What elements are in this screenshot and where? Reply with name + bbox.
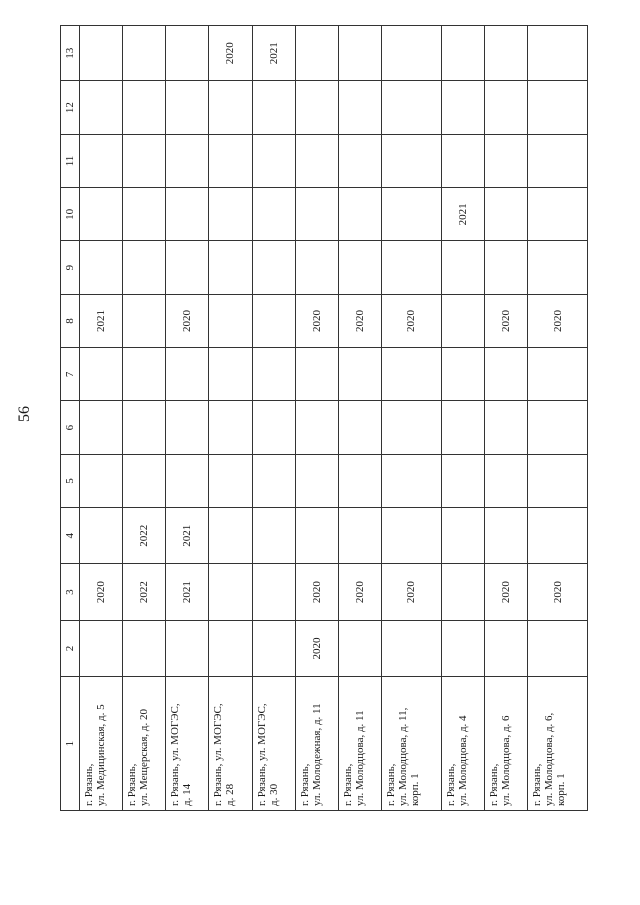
year-cell-col-4 — [295, 508, 338, 564]
year-cell-col-3: 2020 — [528, 564, 588, 620]
address-cell — [209, 677, 252, 811]
year-cell-col-12 — [338, 81, 381, 134]
year-cell-col-2 — [381, 620, 441, 676]
year-cell-col-11 — [295, 134, 338, 187]
address-line: корп. 1 — [408, 773, 421, 806]
year-cell-col-13 — [80, 26, 123, 82]
year-cell-col-5 — [123, 454, 166, 507]
year-cell-col-3: 2020 — [295, 564, 338, 620]
table-row — [80, 26, 123, 811]
column-header-4: 4 — [61, 508, 80, 564]
year-cell-col-13 — [338, 26, 381, 82]
column-header-5: 5 — [61, 454, 80, 507]
year-cell-col-8 — [123, 294, 166, 347]
address-line: ул. Молодцова, д. 6, — [543, 712, 556, 806]
year-cell-col-3: 2020 — [80, 564, 123, 620]
year-cell-col-6 — [80, 401, 123, 454]
year-cell-col-6 — [252, 401, 295, 454]
year-cell-col-4 — [381, 508, 441, 564]
year-cell-col-9 — [484, 241, 527, 294]
address-cell — [484, 677, 527, 811]
year-cell-col-11 — [441, 134, 484, 187]
year-cell-col-3: 2022 — [123, 564, 166, 620]
year-cell-col-7 — [166, 348, 209, 401]
table-row — [123, 26, 166, 811]
year-cell-col-13 — [528, 26, 588, 82]
year-cell-col-9 — [381, 241, 441, 294]
year-cell-col-4 — [484, 508, 527, 564]
address-line: г. Рязань, ул. МОГЭС, — [169, 703, 182, 806]
year-cell-col-12 — [80, 81, 123, 134]
year-cell-col-11 — [209, 134, 252, 187]
year-cell-col-2 — [528, 620, 588, 676]
year-cell-col-11 — [166, 134, 209, 187]
year-cell-col-2: 2020 — [295, 620, 338, 676]
year-cell-col-7 — [528, 348, 588, 401]
column-header-9: 9 — [61, 241, 80, 294]
year-cell-col-10 — [80, 188, 123, 241]
table-row — [338, 26, 381, 811]
address-cell — [252, 677, 295, 811]
year-cell-col-6 — [295, 401, 338, 454]
year-cell-col-6 — [484, 401, 527, 454]
address-line: г. Рязань, — [298, 763, 311, 806]
table-row — [166, 26, 209, 811]
year-cell-col-10 — [252, 188, 295, 241]
year-cell-col-10: 2021 — [441, 188, 484, 241]
address-line: ул. Молодцова, д. 4 — [456, 715, 469, 806]
year-cell-col-10 — [528, 188, 588, 241]
year-cell-col-2 — [80, 620, 123, 676]
year-cell-col-13: 2020 — [209, 26, 252, 82]
year-cell-col-10 — [295, 188, 338, 241]
address-cell — [381, 677, 441, 811]
address-line: г. Рязань, — [341, 763, 354, 806]
address-line: ул. Мещерская, д. 20 — [138, 709, 151, 806]
year-cell-col-5 — [295, 454, 338, 507]
address-line: ул. Молодцова, д. 11, — [396, 707, 409, 806]
address-line: ул. Молодцова, д. 6 — [499, 715, 512, 806]
year-cell-col-11 — [381, 134, 441, 187]
year-cell-col-11 — [338, 134, 381, 187]
year-cell-col-6 — [441, 401, 484, 454]
address-line: г. Рязань, ул. МОГЭС, — [255, 703, 268, 806]
year-cell-col-3 — [252, 564, 295, 620]
year-cell-col-11 — [484, 134, 527, 187]
year-cell-col-3: 2020 — [381, 564, 441, 620]
year-cell-col-5 — [252, 454, 295, 507]
table-header — [61, 26, 80, 811]
year-cell-col-13: 2021 — [252, 26, 295, 82]
year-cell-col-4 — [528, 508, 588, 564]
table-body — [80, 26, 588, 811]
year-cell-col-7 — [80, 348, 123, 401]
year-cell-col-2 — [484, 620, 527, 676]
year-cell-col-13 — [441, 26, 484, 82]
year-cell-col-6 — [338, 401, 381, 454]
address-cell — [295, 677, 338, 811]
year-cell-col-6 — [381, 401, 441, 454]
year-cell-col-9 — [209, 241, 252, 294]
year-cell-col-13 — [123, 26, 166, 82]
year-cell-col-12 — [166, 81, 209, 134]
year-cell-col-7 — [252, 348, 295, 401]
address-cell — [166, 677, 209, 811]
year-cell-col-6 — [166, 401, 209, 454]
address-line: г. Рязань, — [83, 763, 95, 806]
year-cell-col-2 — [166, 620, 209, 676]
year-cell-col-2 — [338, 620, 381, 676]
year-cell-col-13 — [381, 26, 441, 82]
column-header-2: 2 — [61, 620, 80, 676]
year-cell-col-8: 2020 — [528, 294, 588, 347]
page-number: 56 — [16, 406, 33, 422]
year-cell-col-7 — [209, 348, 252, 401]
address-line: д. 30 — [267, 783, 280, 806]
year-cell-col-12 — [209, 81, 252, 134]
table-row — [209, 26, 252, 811]
year-cell-col-9 — [80, 241, 123, 294]
year-cell-col-12 — [123, 81, 166, 134]
header-row — [61, 26, 80, 811]
year-cell-col-7 — [381, 348, 441, 401]
year-cell-col-3: 2020 — [484, 564, 527, 620]
year-cell-col-8 — [252, 294, 295, 347]
address-cell — [528, 677, 588, 811]
address-line: г. Рязань, — [531, 763, 544, 806]
address-cell — [441, 677, 484, 811]
year-cell-col-4: 2021 — [166, 508, 209, 564]
rotated-table-container — [60, 25, 588, 811]
year-cell-col-6 — [528, 401, 588, 454]
year-cell-col-13 — [295, 26, 338, 82]
table-row — [484, 26, 527, 811]
column-header-10: 10 — [61, 188, 80, 241]
year-cell-col-4 — [80, 508, 123, 564]
year-cell-col-9 — [166, 241, 209, 294]
year-cell-col-13 — [484, 26, 527, 82]
year-cell-col-12 — [441, 81, 484, 134]
year-cell-col-5 — [166, 454, 209, 507]
year-cell-col-11 — [80, 134, 123, 187]
year-cell-col-11 — [123, 134, 166, 187]
address-line: г. Рязань, — [384, 763, 397, 806]
year-cell-col-4 — [252, 508, 295, 564]
year-cell-col-3: 2021 — [166, 564, 209, 620]
year-cell-col-7 — [338, 348, 381, 401]
year-cell-col-10 — [166, 188, 209, 241]
year-cell-col-5 — [209, 454, 252, 507]
year-cell-col-9 — [528, 241, 588, 294]
year-cell-col-3: 2020 — [338, 564, 381, 620]
column-header-8: 8 — [61, 294, 80, 347]
year-cell-col-9 — [295, 241, 338, 294]
year-cell-col-4 — [441, 508, 484, 564]
year-cell-col-4: 2022 — [123, 508, 166, 564]
address-line: ул. Медицинская, д. 5 — [95, 704, 107, 806]
year-cell-col-5 — [441, 454, 484, 507]
year-cell-col-10 — [123, 188, 166, 241]
address-line: д. 14 — [181, 783, 194, 806]
year-cell-col-13 — [166, 26, 209, 82]
address-cell — [123, 677, 166, 811]
table-row — [252, 26, 295, 811]
year-cell-col-12 — [252, 81, 295, 134]
table-row — [441, 26, 484, 811]
year-cell-col-8: 2020 — [338, 294, 381, 347]
address-cell — [338, 677, 381, 811]
table-row — [295, 26, 338, 811]
year-cell-col-7 — [441, 348, 484, 401]
year-cell-col-9 — [338, 241, 381, 294]
address-line: г. Рязань, — [444, 763, 457, 806]
column-header-3: 3 — [61, 564, 80, 620]
table-row — [528, 26, 588, 811]
year-cell-col-2 — [209, 620, 252, 676]
year-cell-col-9 — [123, 241, 166, 294]
year-cell-col-2 — [441, 620, 484, 676]
address-line: г. Рязань, — [487, 763, 500, 806]
year-cell-col-8 — [209, 294, 252, 347]
year-cell-col-8: 2020 — [295, 294, 338, 347]
address-line: корп. 1 — [555, 773, 568, 806]
column-header-13: 13 — [61, 26, 80, 82]
year-cell-col-12 — [484, 81, 527, 134]
year-cell-col-12 — [295, 81, 338, 134]
year-cell-col-5 — [528, 454, 588, 507]
column-header-6: 6 — [61, 401, 80, 454]
year-cell-col-9 — [252, 241, 295, 294]
year-cell-col-10 — [338, 188, 381, 241]
column-header-11: 11 — [61, 134, 80, 187]
schedule-table — [60, 25, 588, 811]
address-line: д. 28 — [224, 783, 237, 806]
year-cell-col-9 — [441, 241, 484, 294]
column-header-12: 12 — [61, 81, 80, 134]
year-cell-col-11 — [252, 134, 295, 187]
address-cell — [80, 677, 123, 811]
year-cell-col-6 — [123, 401, 166, 454]
year-cell-col-4 — [338, 508, 381, 564]
year-cell-col-7 — [123, 348, 166, 401]
year-cell-col-5 — [484, 454, 527, 507]
address-line: ул. Молодежная, д. 11 — [310, 703, 323, 806]
column-header-7: 7 — [61, 348, 80, 401]
year-cell-col-7 — [484, 348, 527, 401]
year-cell-col-5 — [338, 454, 381, 507]
year-cell-col-5 — [80, 454, 123, 507]
address-line: г. Рязань, ул. МОГЭС, — [212, 703, 225, 806]
year-cell-col-3 — [209, 564, 252, 620]
year-cell-col-10 — [209, 188, 252, 241]
year-cell-col-8: 2020 — [166, 294, 209, 347]
year-cell-col-10 — [484, 188, 527, 241]
year-cell-col-6 — [209, 401, 252, 454]
year-cell-col-5 — [381, 454, 441, 507]
year-cell-col-3 — [441, 564, 484, 620]
table-row — [381, 26, 441, 811]
year-cell-col-10 — [381, 188, 441, 241]
address-line: г. Рязань, — [126, 763, 139, 806]
column-header-1: 1 — [61, 677, 80, 811]
year-cell-col-8: 2020 — [381, 294, 441, 347]
year-cell-col-12 — [381, 81, 441, 134]
year-cell-col-2 — [123, 620, 166, 676]
year-cell-col-12 — [528, 81, 588, 134]
year-cell-col-8 — [441, 294, 484, 347]
year-cell-col-4 — [209, 508, 252, 564]
year-cell-col-2 — [252, 620, 295, 676]
year-cell-col-7 — [295, 348, 338, 401]
year-cell-col-11 — [528, 134, 588, 187]
year-cell-col-8: 2020 — [484, 294, 527, 347]
address-line: ул. Молодцова, д. 11 — [353, 710, 366, 806]
year-cell-col-8: 2021 — [80, 294, 123, 347]
